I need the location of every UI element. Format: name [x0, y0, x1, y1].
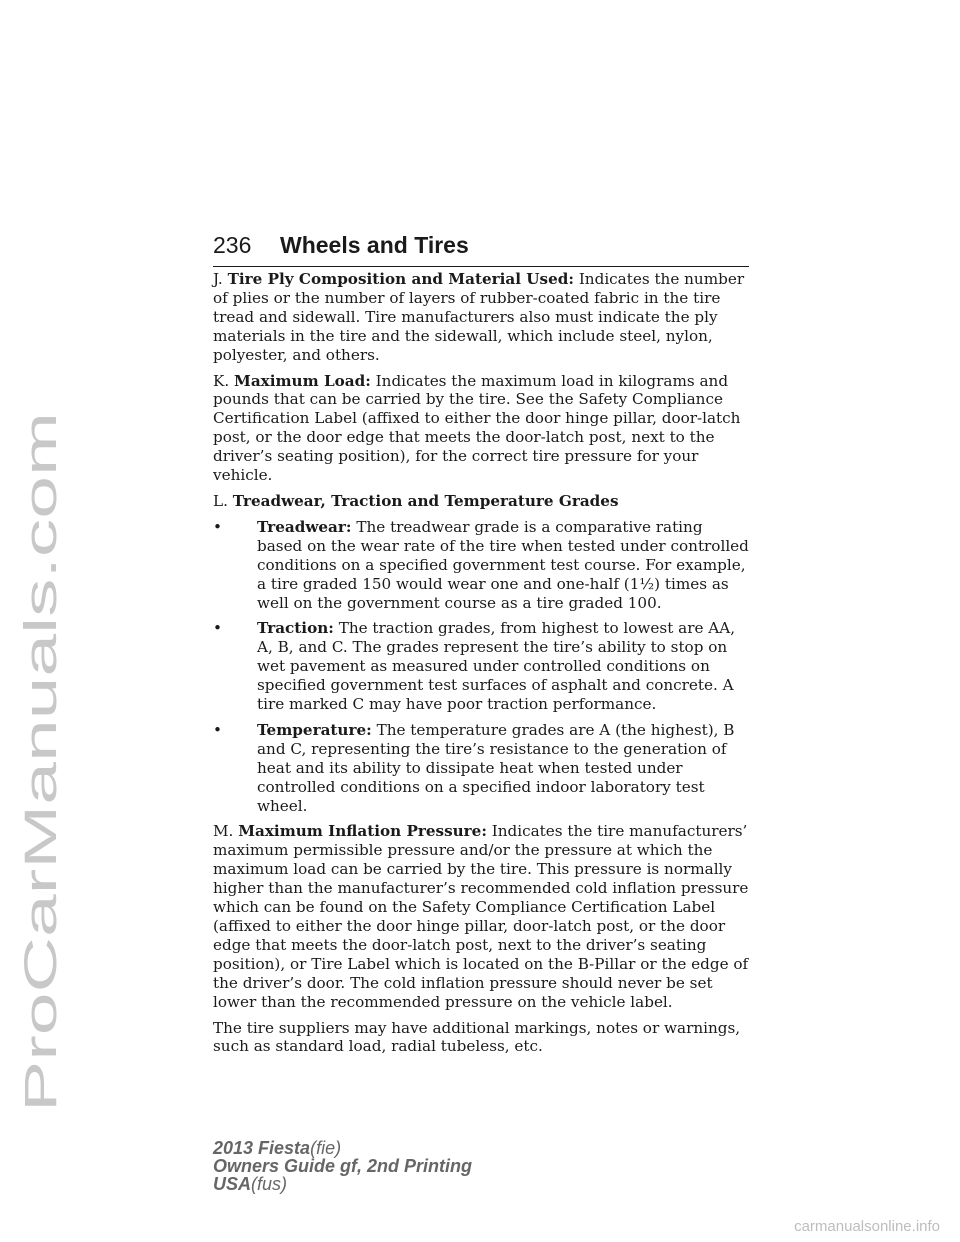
- bullet-temperature: [213, 721, 749, 816]
- bullet-text: The temperature grades are A (the highest), B and C, representing the tire’s resistance to the generation of heat and its ability to dissipate heat when tested under controlled conditions on a specified indoor laboratory test wheel.: [257, 720, 735, 815]
- item-m: [213, 822, 749, 1011]
- footer-line-3: [213, 1175, 472, 1193]
- item-letter: K.: [213, 371, 230, 390]
- footer-guide: Owners Guide gf, 2nd Printing: [213, 1156, 473, 1176]
- item-letter: M.: [213, 822, 234, 841]
- footer-model: 2013 Fiesta: [213, 1138, 311, 1158]
- item-label: Treadwear, Traction and Temperature Grades: [232, 491, 619, 510]
- item-label: Tire Ply Composition and Material Used:: [227, 270, 574, 288]
- footer-market-code: (fus): [251, 1174, 288, 1194]
- item-l: [213, 492, 749, 511]
- bullet-treadwear: [213, 518, 749, 613]
- item-letter: J.: [213, 270, 223, 288]
- bullet-dot: •: [213, 619, 222, 638]
- bullet-traction: [213, 619, 749, 714]
- page-number: 236: [213, 232, 252, 258]
- bullet-label: Temperature:: [257, 720, 372, 739]
- item-text: Indicates the tire manufacturers’ maximum permissible pressure and/or the pressure at which the maximum load can be carried by the tire. This pressure is normally higher than the manufacturer’s recommended cold inflation pressure which can be found on the Safety Compliance Certification Label (affixed to either the door hinge pillar, door-latch post, or the door edge that meets the door-latch post, next to the driver’s seating position), or Tire Label which is located on the B-Pillar or the edge of the driver’s door. The cold inflation pressure should never be set lower than the recommended pressure on the vehicle label.: [213, 822, 749, 1011]
- bullet-text: The traction grades, from highest to lowest are AA, A, B, and C. The grades represent the tire’s ability to stop on wet pavement as measured under controlled conditions on specified government test surfaces of asphalt and concrete. A tire marked C may have poor traction performance.: [257, 619, 736, 714]
- closing-paragraph: The tire suppliers may have additional markings, notes or warnings, such as standard load, radial tubeless, etc.: [213, 1018, 741, 1056]
- bullet-label: Treadwear:: [257, 517, 352, 536]
- footer-line-2: [213, 1157, 472, 1175]
- item-j: [213, 270, 749, 365]
- page-header: [213, 232, 749, 267]
- page-body: [213, 270, 749, 1063]
- footer-market: USA: [213, 1174, 252, 1194]
- bullet-dot: •: [213, 517, 222, 536]
- item-text: Indicates the maximum load in kilograms and pounds that can be carried by the tire. See the Safety Compliance Certification Label (affixed to either the door hinge pillar, door-latch post, or the door edge that meets the door-latch post, next to the driver’s seating position), for the correct tire pressure for your vehicle.: [213, 371, 741, 485]
- footer-model-code: (fie): [310, 1138, 342, 1158]
- bottom-watermark: carmanualsonline.info: [794, 1218, 940, 1235]
- bullet-text: The treadwear grade is a comparative rating based on the wear rate of the tire when tested under controlled conditions on a specified government test course. For example, a tire graded 150 would wear one and one-half (1½) times as well on the government course as a tire graded 100.: [257, 517, 749, 612]
- item-label: Maximum Inflation Pressure:: [238, 822, 487, 841]
- section-title: Wheels and Tires: [280, 232, 469, 258]
- bullet-dot: •: [213, 720, 222, 739]
- item-label: Maximum Load:: [234, 371, 371, 390]
- watermark-text: ProCarManuals.com: [15, 701, 66, 1112]
- item-k: [213, 372, 749, 485]
- item-letter: L.: [213, 491, 228, 510]
- side-watermark: [8, 400, 68, 1120]
- item-text: Indicates the number of plies or the number of layers of rubber-coated fabric in the tire tread and sidewall. Tire manufacturers also must indicate the ply materials in the tire and the sidewall, which include steel, nylon, polyester, and others.: [213, 270, 745, 364]
- page-footer: [213, 1139, 472, 1193]
- bullet-label: Traction:: [257, 619, 334, 638]
- footer-line-1: [213, 1139, 472, 1157]
